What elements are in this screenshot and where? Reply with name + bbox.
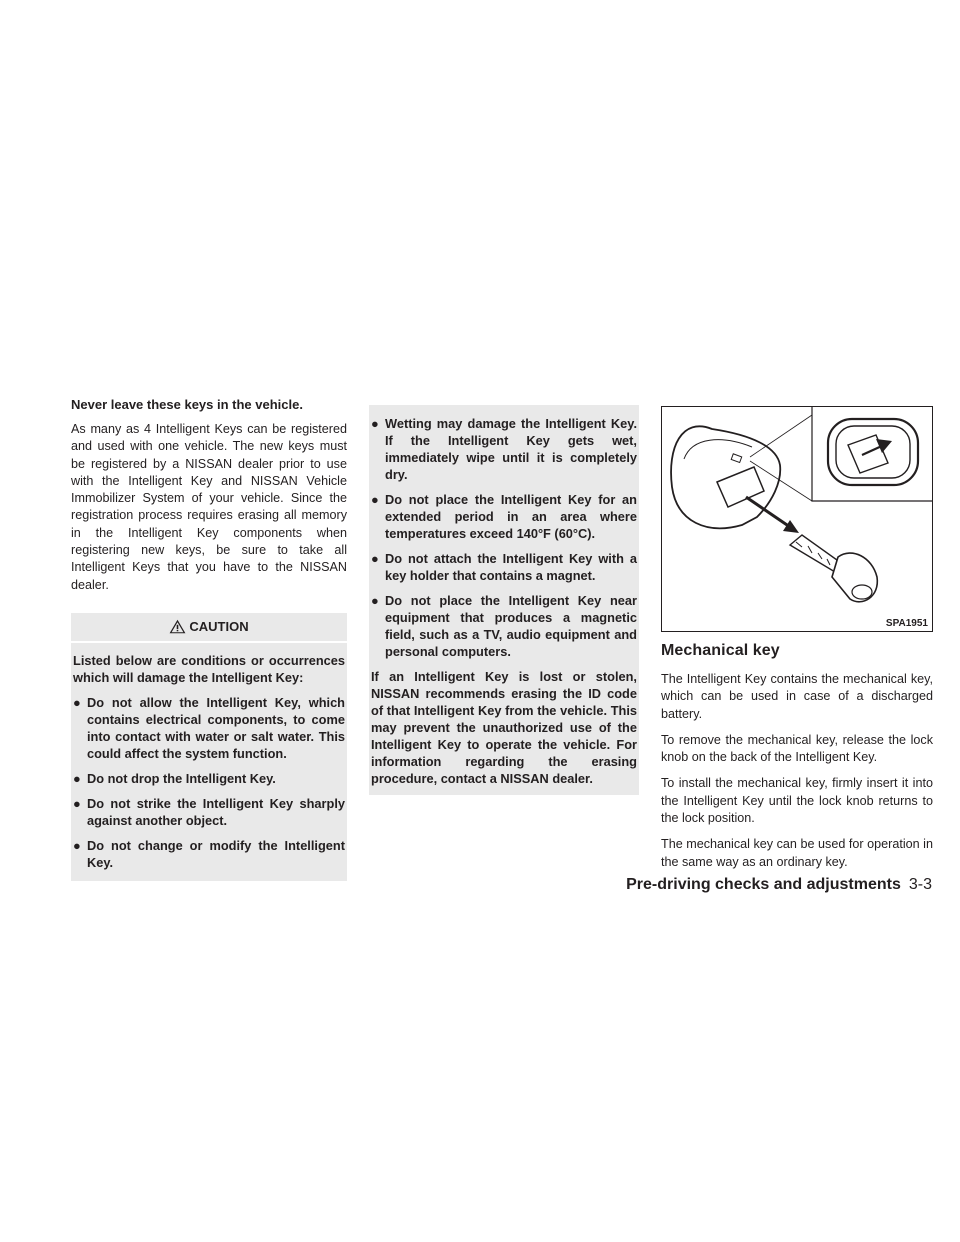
caution-item: ● Do not drop the Intelligent Key. [73, 770, 276, 786]
caution-label: CAUTION [189, 619, 249, 635]
caution-box-part-2 [369, 405, 639, 795]
caution-item: ● Do not attach the Intelligent Key with a key holder that contains a magnet. [371, 551, 637, 583]
bullet-icon: ● [73, 837, 81, 853]
bullet-icon: ● [371, 551, 379, 566]
figure-label: SPA1951 [885, 618, 928, 629]
caution-item: ● Do not place the Intelligent Key for an extended period in an area where temperatures exceed 140°F (60°C). [371, 492, 637, 541]
caution-item: ● Wetting may damage the Intelligent Key. If the Intelligent Key gets wet, immediately wipe until it is completely dry. [371, 416, 637, 482]
mechanical-paragraph: The Intelligent Key contains the mechanical key, which can be used in case of a discharged battery. [661, 672, 933, 721]
bullet-icon: ● [371, 593, 379, 608]
bullet-icon: ● [371, 492, 379, 507]
mechanical-paragraph: To install the mechanical key, firmly insert it into the Intelligent Key until the lock knob returns to the lock position. [661, 776, 933, 826]
middle-column [369, 405, 639, 795]
mechanical-key-figure [661, 406, 933, 632]
caution-item: ● Do not place the Intelligent Key near equipment that produces a magnetic field, such as a TV, audio equipment and personal computers. [371, 593, 637, 659]
caution-intro: Listed below are conditions or occurrences which will damage the Intelligent Key: [73, 652, 345, 685]
page-number: 3-3 [908, 876, 932, 893]
mechanical-paragraph: The mechanical key can be used for operation in the same way as an ordinary key. [661, 837, 933, 869]
mechanical-paragraph: To remove the mechanical key, release the lock knob on the back of the Intelligent Key. [661, 732, 933, 765]
caution-item: ● Do not allow the Intelligent Key, which contains electrical components, to come into contact with water or salt water. This could affect the system function. [73, 694, 345, 761]
page-footer [626, 876, 932, 894]
key-warning-heading: Never leave these keys in the vehicle. [71, 397, 303, 412]
caution-closing: If an Intelligent Key is lost or stolen, NISSAN recommends erasing the ID code of that Intelligent Key from the vehicle. This may prevent the unauthorized use of the Intelligent Key to operate the vehicle. For information regarding the erasing procedure, contact a NISSAN dealer. [371, 669, 637, 786]
intelligent-key-illustration-icon [662, 407, 932, 631]
bullet-icon: ● [73, 694, 81, 710]
caution-box-part-1 [71, 643, 347, 881]
registration-paragraph: As many as 4 Intelligent Keys can be registered and used with one vehicle. The new keys must be registered by a NISSAN dealer prior to use with the Intelligent Key and NISSAN Vehicle Immobilizer System of your vehicle. Since the registration process requires erasing all memory in the Intelligent Key components when registering new keys, be sure to take all Intelligent Keys that you have to the NISSAN dealer. [71, 422, 347, 592]
bullet-icon: ● [73, 770, 81, 786]
footer-section-title: Pre-driving checks and adjustments [626, 876, 901, 893]
caution-item: ● Do not strike the Intelligent Key sharply against another object. [73, 795, 345, 828]
left-column [71, 396, 347, 881]
caution-heading [71, 613, 347, 641]
warning-triangle-icon [169, 619, 186, 634]
mechanical-key-title: Mechanical key [661, 642, 780, 659]
bullet-icon: ● [371, 416, 379, 431]
bullet-icon: ● [73, 795, 81, 811]
right-column [661, 406, 933, 880]
caution-item: ● Do not change or modify the Intelligent Key. [73, 837, 345, 870]
